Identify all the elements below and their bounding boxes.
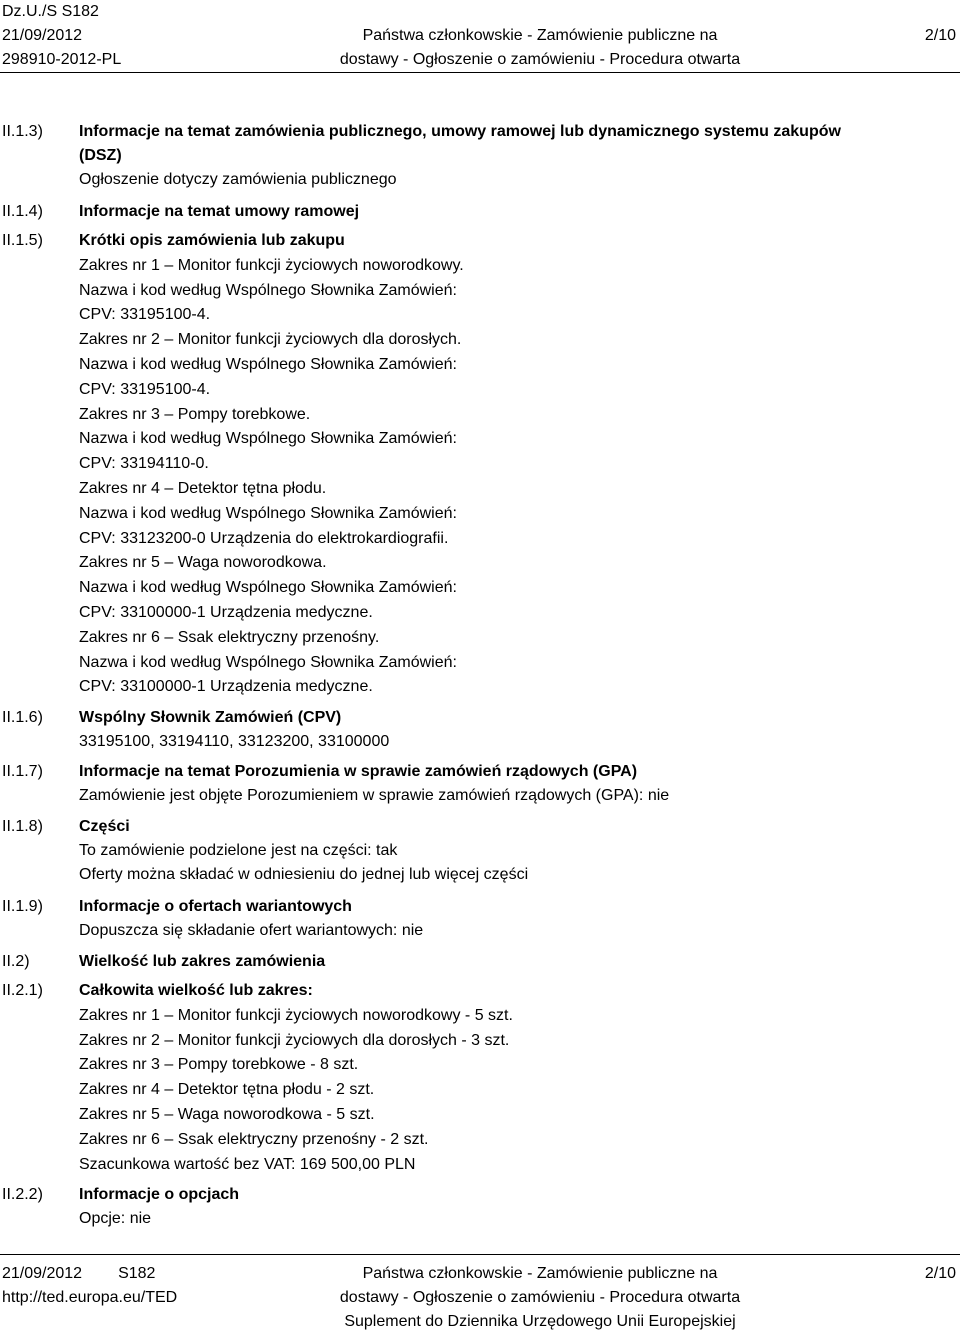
footer-left [2,1262,177,1310]
section-label-ii-1-6: II.1.6) [2,709,43,726]
section-ii-1-9 [79,895,930,943]
section-title: Wspólny Słownik Zamówień (CPV) [79,709,342,726]
section-label-ii-2-1: II.2.1) [2,982,43,999]
section-ii-1-4 [79,200,930,224]
footer-title [230,1262,850,1334]
section-label-ii-2: II.2) [2,953,30,970]
lot-line: Zakres nr 4 – Detektor tętna płodu. [79,479,327,497]
section-ii-1-5 [79,229,930,700]
header-ref: 298910-2012-PL [2,51,122,68]
lot-line: Nazwa i kod według Wspólnego Słownika Zamówień: [79,355,457,373]
section-text: Ogłoszenie dotyczy zamówienia publicznego [79,171,397,188]
footer-url-link[interactable]: http://ted.europa.eu/TED [2,1289,178,1306]
footer-date: 21/09/2012 [2,1265,83,1282]
lot-line: Nazwa i kod według Wspólnego Słownika Zamówień: [79,504,457,522]
section-ii-1-6 [79,706,930,754]
lot-line: Zakres nr 1 – Monitor funkcji życiowych noworodkowy. [79,256,464,274]
section-title: Informacje na temat umowy ramowej [79,203,360,220]
header-divider [0,72,960,73]
header-date: 21/09/2012 [2,27,83,44]
estimated-value: Szacunkowa wartość bez VAT: 169 500,00 PLN [79,1155,416,1173]
section-label-ii-1-4: II.1.4) [2,203,43,220]
lot-line: CPV: 33123200-0 Urządzenia do elektrokardiografii. [79,529,449,547]
footer-page-number: 2/10 [924,1265,956,1282]
section-label-ii-1-7: II.1.7) [2,763,43,780]
section-title: Informacje o opcjach [79,1186,240,1203]
section-title: Części [79,818,130,835]
quantity-line: Zakres nr 3 – Pompy torebkowe - 8 szt. [79,1056,359,1074]
section-text: To zamówienie podzielone jest na części: tak [79,842,398,859]
footer-divider [0,1254,960,1255]
section-label-ii-2-2: II.2.2) [2,1186,43,1203]
quantity-line: Zakres nr 2 – Monitor funkcji życiowych dla dorosłych - 3 szt. [79,1031,510,1049]
section-ii-2 [79,950,930,974]
lot-line: Zakres nr 2 – Monitor funkcji życiowych dla dorosłych. [79,331,462,349]
lot-line: CPV: 33195100-4. [79,306,211,324]
footer-line2: dostawy - Ogłoszenie o zamówieniu - Procedura otwarta [339,1289,741,1306]
header-title [230,24,850,72]
section-text: Zamówienie jest objęte Porozumieniem w sprawie zamówień rządowych (GPA): nie [79,787,670,804]
lot-line: Nazwa i kod według Wspólnego Słownika Zamówień: [79,653,457,671]
section-title: Całkowita wielkość lub zakres: [79,982,313,999]
section-ii-2-1 [79,979,930,1177]
section-title: Informacje o ofertach wariantowych [79,898,352,915]
section-label-ii-1-9: II.1.9) [2,898,43,915]
footer-line3: Suplement do Dziennika Urzędowego Unii Europejskiej [344,1313,736,1330]
header-journal: Dz.U./S S182 [2,3,99,20]
header-left [2,0,121,72]
quantity-line: Zakres nr 6 – Ssak elektryczny przenośny - 2 szt. [79,1130,429,1148]
lot-line: Nazwa i kod według Wspólnego Słownika Zamówień: [79,430,457,448]
page-header [0,0,960,72]
lot-line: Zakres nr 6 – Ssak elektryczny przenośny. [79,628,380,646]
lot-line: CPV: 33100000-1 Urządzenia medyczne. [79,603,373,621]
section-title-cont: (DSZ) [79,147,122,164]
header-title-line1: Państwa członkowskie - Zamówienie publiczne na [362,27,718,44]
footer-line1: Państwa członkowskie - Zamówienie publiczne na [362,1265,718,1282]
lot-line: CPV: 33194110-0. [79,455,209,473]
section-title: Krótki opis zamówienia lub zakupu [79,232,345,249]
section-title: Informacje na temat zamówienia publicznego, umowy ramowej lub dynamicznego systemu zakupów [79,123,841,140]
quantity-line: Zakres nr 5 – Waga noworodkowa - 5 szt. [79,1105,375,1123]
quantity-line: Zakres nr 1 – Monitor funkcji życiowych noworodkowy - 5 szt. [79,1006,513,1024]
quantity-line: Zakres nr 4 – Detektor tętna płodu - 2 szt. [79,1081,375,1099]
section-ii-2-2 [79,1183,930,1231]
footer-series: S182 [118,1265,156,1282]
lot-line: Zakres nr 5 – Waga noworodkowa. [79,554,327,572]
section-text: Dopuszcza się składanie ofert wariantowych: nie [79,922,424,939]
lot-line: Zakres nr 3 – Pompy torebkowe. [79,405,311,423]
section-text: 33195100, 33194110, 33123200, 33100000 [79,733,390,750]
section-ii-1-8 [79,815,930,887]
section-ii-1-3 [79,120,930,192]
section-text: Oferty można składać w odniesieniu do jednej lub więcej części [79,866,529,883]
section-title: Wielkość lub zakres zamówienia [79,953,326,970]
lot-line: CPV: 33100000-1 Urządzenia medyczne. [79,678,373,696]
header-page-number: 2/10 [924,27,956,44]
section-ii-1-7 [79,760,930,808]
section-label-ii-1-3: II.1.3) [2,123,43,140]
lot-line: Nazwa i kod według Wspólnego Słownika Zamówień: [79,281,457,299]
header-title-line2: dostawy - Ogłoszenie o zamówieniu - Procedura otwarta [339,51,741,68]
lot-line: CPV: 33195100-4. [79,380,211,398]
section-label-ii-1-5: II.1.5) [2,232,43,249]
section-text: Opcje: nie [79,1210,152,1227]
lot-line: Nazwa i kod według Wspólnego Słownika Zamówień: [79,579,457,597]
section-title: Informacje na temat Porozumienia w sprawie zamówień rządowych (GPA) [79,763,638,780]
section-label-ii-1-8: II.1.8) [2,818,43,835]
